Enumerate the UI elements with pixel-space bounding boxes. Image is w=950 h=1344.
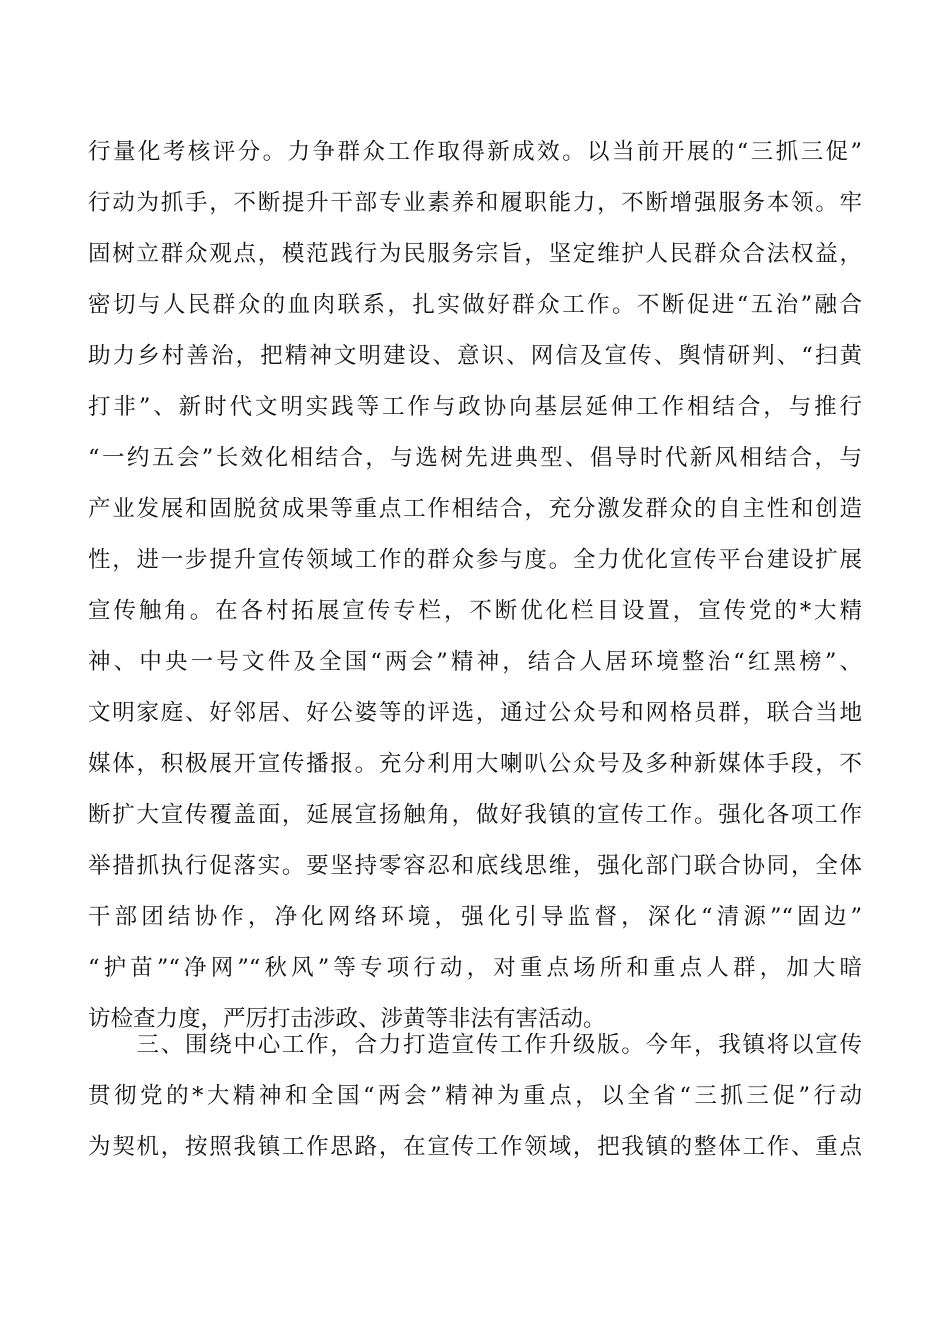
text-line: 媒体，积极展开宣传播报。充分利用大喇叭公众号及多种新媒体手段，不: [88, 751, 862, 777]
text-line: 产业发展和固脱贫成果等重点工作相结合，充分激发群众的自主性和创造: [88, 496, 862, 522]
text-line: 三、围绕中心工作，合力打造宣传工作升级版。今年，我镇将以宣传: [88, 1032, 862, 1058]
text-line: 贯彻党的*大精神和全国“两会”精神为重点，以全省“三抓三促”行动: [88, 1083, 862, 1109]
text-line: 打非”、新时代文明实践等工作与政协向基层延伸工作相结合，与推行: [88, 394, 862, 420]
text-line: 举措抓执行促落实。要坚持零容忍和底线思维，强化部门联合协同，全体: [88, 853, 862, 879]
text-line: 性，进一步提升宣传领域工作的群众参与度。全力优化宣传平台建设扩展: [88, 547, 862, 573]
paragraph-2: [88, 1020, 862, 1173]
text-line: 行动为抓手，不断提升干部专业素养和履职能力，不断增强服务本领。牢: [88, 190, 862, 216]
text-line: 干部团结协作，净化网络环境，强化引导监督，深化“清源”“固边”: [88, 904, 862, 930]
text-line: “护苗”“净网”“秋风”等专项行动，对重点场所和重点人群，加大暗: [88, 955, 862, 981]
text-line: “一约五会”长效化相结合，与选树先进典型、倡导时代新风相结合，与: [88, 445, 862, 471]
text-line: 行量化考核评分。力争群众工作取得新成效。以当前开展的“三抓三促”: [88, 139, 862, 165]
text-line: 断扩大宣传覆盖面，延展宣扬触角，做好我镇的宣传工作。强化各项工作: [88, 802, 862, 828]
text-line: 宣传触角。在各村拓展宣传专栏，不断优化栏目设置，宣传党的*大精: [88, 598, 862, 624]
text-line: 文明家庭、好邻居、好公婆等的评选，通过公众号和网格员群，联合当地: [88, 700, 862, 726]
text-line: 访检查力度，严厉打击涉政、涉黄等非法有害活动。: [88, 1006, 606, 1032]
text-line: 固树立群众观点，模范践行为民服务宗旨，坚定维护人民群众合法权益，: [88, 241, 862, 267]
text-line: 神、中央一号文件及全国“两会”精神，结合人居环境整治“红黑榜”、: [88, 649, 862, 675]
paragraph-1: [88, 127, 862, 1045]
text-line: 为契机，按照我镇工作思路，在宣传工作领域，把我镇的整体工作、重点: [88, 1134, 862, 1160]
text-line: 密切与人民群众的血肉联系，扎实做好群众工作。不断促进“五治”融合: [88, 292, 862, 318]
text-line: 助力乡村善治，把精神文明建设、意识、网信及宣传、舆情研判、“扫黄: [88, 343, 862, 369]
